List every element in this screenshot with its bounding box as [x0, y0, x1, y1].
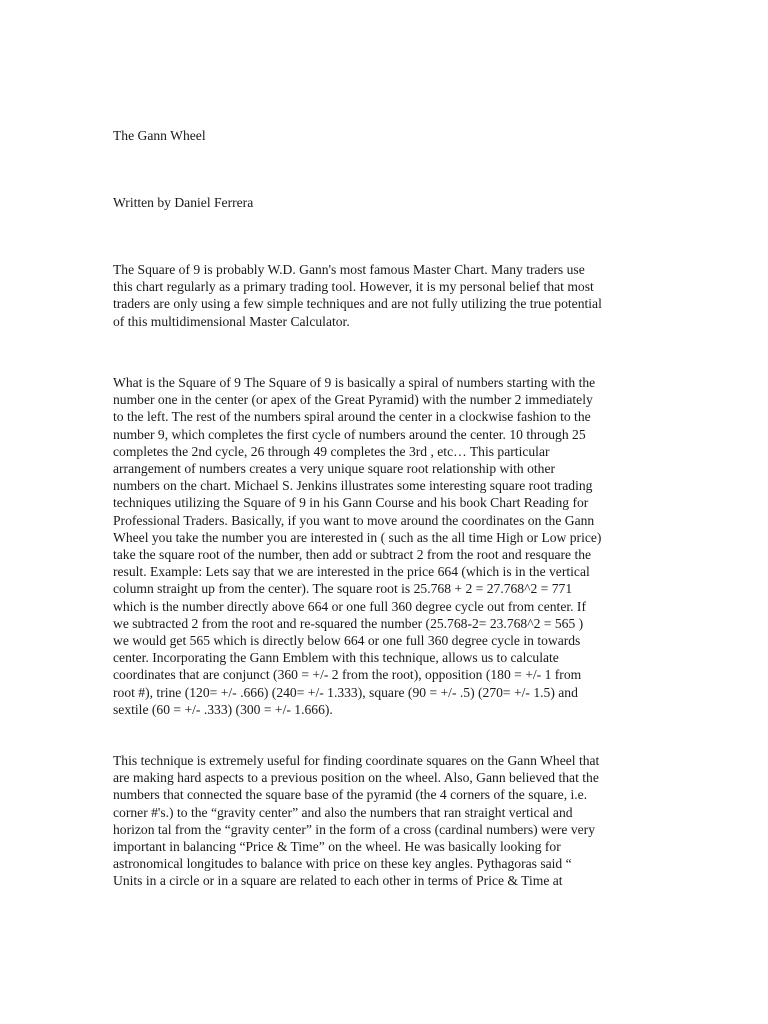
- text-line: numbers that connected the square base of the pyramid (the 4 corners of the square, i.e.: [113, 787, 588, 803]
- text-line: we subtracted 2 from the root and re-squared the number (25.768-2= 23.768^2 = 565 ): [113, 615, 584, 631]
- text-line: corner #'s.) to the “gravity center” and also the numbers that ran straight vertical and: [113, 804, 573, 820]
- text-line: coordinates that are conjunct (360 = +/- 2 from the root), opposition (180 = +/- 1 from: [113, 667, 582, 683]
- text-line: important in balancing “Price & Time” on the wheel. He was basically looking for: [113, 839, 561, 855]
- paragraph-intro: [113, 261, 658, 330]
- text-line: sextile (60 = +/- .333) (300 = +/- 1.666).: [113, 701, 333, 717]
- text-line: this chart regularly as a primary trading tool. However, it is my personal belief that most: [113, 279, 594, 295]
- byline-line: Written by Daniel Ferrera: [113, 195, 254, 210]
- title-line: The Gann Wheel: [113, 128, 206, 143]
- text-line: This technique is extremely useful for finding coordinate squares on the Gann Wheel that: [113, 753, 600, 768]
- text-line: take the square root of the number, then add or subtract 2 from the root and resquare the: [113, 547, 592, 563]
- text-line: center. Incorporating the Gann Emblem with this technique, allows us to calculate: [113, 650, 559, 666]
- paragraph-technique: [113, 752, 658, 890]
- text-line: are making hard aspects to a previous position on the wheel. Also, Gann believed that the: [113, 770, 599, 786]
- text-line: numbers on the chart. Michael S. Jenkins illustrates some interesting square root trading: [113, 478, 593, 494]
- text-line: horizon tal from the “gravity center” in the form of a cross (cardinal numbers) were very: [113, 821, 596, 837]
- text-line: Wheel you take the number you are interested in ( such as the all time High or Low price): [113, 529, 602, 545]
- text-line: techniques utilizing the Square of 9 in his Gann Course and his book Chart Reading for: [113, 495, 589, 511]
- author-byline: [113, 194, 658, 211]
- text-line: number 9, which completes the first cycle of numbers around the center. 10 through 25: [113, 426, 586, 442]
- text-line: number one in the center (or apex of the Great Pyramid) with the number 2 immediately: [113, 392, 593, 408]
- text-line: root #), trine (120= +/- .666) (240= +/- 1.333), square (90 = +/- .5) (270= +/- 1.5) and: [113, 684, 578, 700]
- text-line: which is the number directly above 664 or one full 360 degree cycle out from center. If: [113, 598, 586, 614]
- text-line: astronomical longitudes to balance with price on these key angles. Pythagoras said “: [113, 856, 572, 872]
- text-line: What is the Square of 9 The Square of 9 is basically a spiral of numbers starting with the: [113, 375, 596, 390]
- text-line: completes the 2nd cycle, 26 through 49 completes the 3rd , etc… This particular: [113, 443, 550, 459]
- text-line: arrangement of numbers creates a very unique square root relationship with other: [113, 461, 556, 477]
- text-line: traders are only using a few simple techniques and are not fully utilizing the true potential: [113, 296, 602, 312]
- text-line: column straight up from the center). The square root is 25.768 + 2 = 27.768^2 = 771: [113, 581, 573, 597]
- text-line: to the left. The rest of the numbers spiral around the center in a clockwise fashion to the: [113, 409, 591, 425]
- text-line: of this multidimensional Master Calculator.: [113, 313, 350, 329]
- text-line: The Square of 9 is probably W.D. Gann's most famous Master Chart. Many traders use: [113, 262, 585, 277]
- text-line: Units in a circle or in a square are related to each other in terms of Price & Time at: [113, 873, 563, 889]
- document-title: [113, 127, 658, 144]
- text-line: result. Example: Lets say that we are interested in the price 664 (which is in the vertical: [113, 564, 590, 580]
- paragraph-square-of-9: [113, 374, 658, 718]
- text-line: we would get 565 which is directly below 664 or one full 360 degree cycle in towards: [113, 633, 581, 649]
- text-line: Professional Traders. Basically, if you want to move around the coordinates on the Gann: [113, 512, 595, 528]
